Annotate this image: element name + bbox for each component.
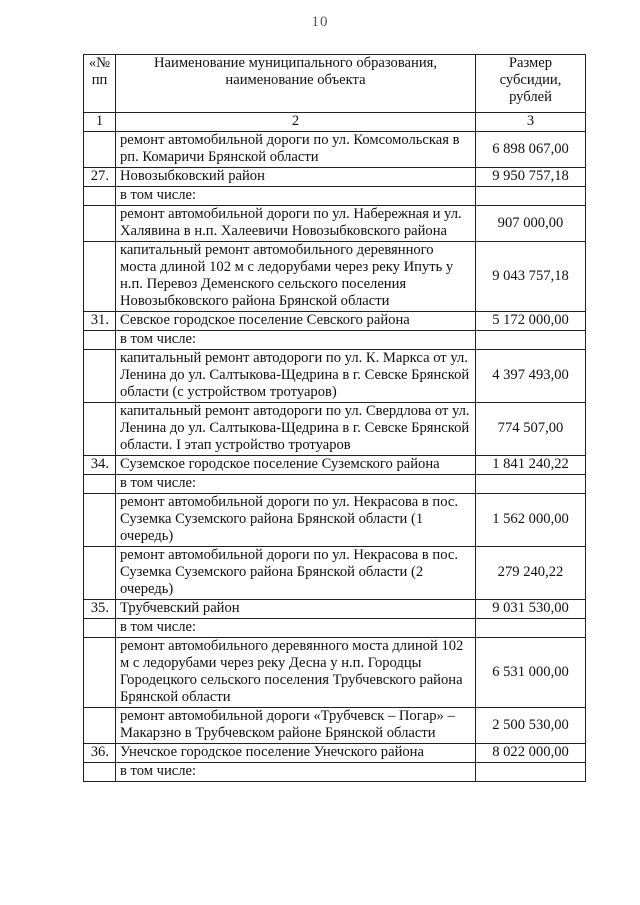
row-amount: 8 022 000,00 <box>476 744 586 763</box>
row-amount: 907 000,00 <box>476 206 586 242</box>
index-cell: 1 <box>84 113 116 132</box>
table-row <box>84 456 586 475</box>
row-name: ремонт автомобильного деревянного моста длиной 102 м с ледорубами через реку Десна у н.п. Городцы Городецкого сельского поселения Трубчевского района Брянской области <box>116 638 476 708</box>
table-row <box>84 132 586 168</box>
row-name: ремонт автомобильной дороги «Трубчевск – Погар» – Макарзно в Трубчевском районе Брянской области <box>116 708 476 744</box>
row-number <box>84 206 116 242</box>
table-row <box>84 744 586 763</box>
row-number <box>84 403 116 456</box>
index-cell: 3 <box>476 113 586 132</box>
row-number <box>84 331 116 350</box>
row-name: Трубчевский район <box>116 600 476 619</box>
table-row <box>84 600 586 619</box>
row-name: в том числе: <box>116 187 476 206</box>
row-number <box>84 187 116 206</box>
row-amount <box>476 187 586 206</box>
row-name: капитальный ремонт автомобильного деревянного моста длиной 102 м с ледорубами через реку Ипуть у н.п. Перевоз Деменского сельского поселения Новозыбковского района Брянской области <box>116 242 476 312</box>
row-name: капитальный ремонт автодороги по ул. Свердлова от ул. Ленина до ул. Салтыкова-Щедрина в г. Севске Брянской области. I этап устройство тротуаров <box>116 403 476 456</box>
table-row <box>84 187 586 206</box>
table-index-row <box>84 113 586 132</box>
table-row <box>84 206 586 242</box>
row-amount <box>476 763 586 782</box>
table-row <box>84 494 586 547</box>
row-number: 35. <box>84 600 116 619</box>
row-amount <box>476 619 586 638</box>
row-number <box>84 132 116 168</box>
row-name: ремонт автомобильной дороги по ул. Набережная и ул. Халявина в н.п. Халеевичи Новозыбковского района <box>116 206 476 242</box>
row-name: капитальный ремонт автодороги по ул. К. Маркса от ул. Ленина до ул. Салтыкова-Щедрина в г. Севске Брянской области (с устройством тротуаров) <box>116 350 476 403</box>
row-name: в том числе: <box>116 619 476 638</box>
row-number <box>84 638 116 708</box>
row-name: в том числе: <box>116 475 476 494</box>
row-amount: 279 240,22 <box>476 547 586 600</box>
table-row <box>84 242 586 312</box>
row-number <box>84 494 116 547</box>
row-number <box>84 619 116 638</box>
table-row <box>84 403 586 456</box>
row-name: Суземское городское поселение Суземского района <box>116 456 476 475</box>
row-number <box>84 475 116 494</box>
index-cell: 2 <box>116 113 476 132</box>
row-number: 31. <box>84 312 116 331</box>
table-row <box>84 638 586 708</box>
table-row <box>84 312 586 331</box>
table-row <box>84 619 586 638</box>
table-row <box>84 708 586 744</box>
table-row <box>84 547 586 600</box>
table-row <box>84 331 586 350</box>
row-amount: 4 397 493,00 <box>476 350 586 403</box>
row-number <box>84 708 116 744</box>
row-name: ремонт автомобильной дороги по ул. Некрасова в пос. Суземка Суземского района Брянской области (2 очередь) <box>116 547 476 600</box>
table-row <box>84 763 586 782</box>
row-number <box>84 350 116 403</box>
row-number: 27. <box>84 168 116 187</box>
row-amount: 9 043 757,18 <box>476 242 586 312</box>
row-name: Унечское городское поселение Унечского района <box>116 744 476 763</box>
row-number: 34. <box>84 456 116 475</box>
page-number: 10 <box>311 14 329 30</box>
table-header-row <box>84 55 586 113</box>
row-amount: 9 950 757,18 <box>476 168 586 187</box>
row-amount: 774 507,00 <box>476 403 586 456</box>
header-number: «№ пп <box>84 55 116 113</box>
row-number <box>84 763 116 782</box>
row-name: ремонт автомобильной дороги по ул. Комсомольская в рп. Комаричи Брянской области <box>116 132 476 168</box>
row-amount <box>476 475 586 494</box>
row-name: в том числе: <box>116 763 476 782</box>
subsidy-table <box>83 54 586 782</box>
row-name: Новозыбковский район <box>116 168 476 187</box>
header-name: Наименование муниципального образования, наименование объекта <box>116 55 476 113</box>
table-row <box>84 350 586 403</box>
row-amount: 1 562 000,00 <box>476 494 586 547</box>
row-name: Севское городское поселение Севского района <box>116 312 476 331</box>
table-row <box>84 168 586 187</box>
row-amount: 6 531 000,00 <box>476 638 586 708</box>
row-amount <box>476 331 586 350</box>
row-number <box>84 242 116 312</box>
row-amount: 5 172 000,00 <box>476 312 586 331</box>
row-amount: 1 841 240,22 <box>476 456 586 475</box>
row-name: в том числе: <box>116 331 476 350</box>
row-amount: 9 031 530,00 <box>476 600 586 619</box>
row-number <box>84 547 116 600</box>
header-amount: Размер субсидии, рублей <box>476 55 586 113</box>
row-name: ремонт автомобильной дороги по ул. Некрасова в пос. Суземка Суземского района Брянской области (1 очередь) <box>116 494 476 547</box>
row-number: 36. <box>84 744 116 763</box>
table-row <box>84 475 586 494</box>
row-amount: 2 500 530,00 <box>476 708 586 744</box>
row-amount: 6 898 067,00 <box>476 132 586 168</box>
